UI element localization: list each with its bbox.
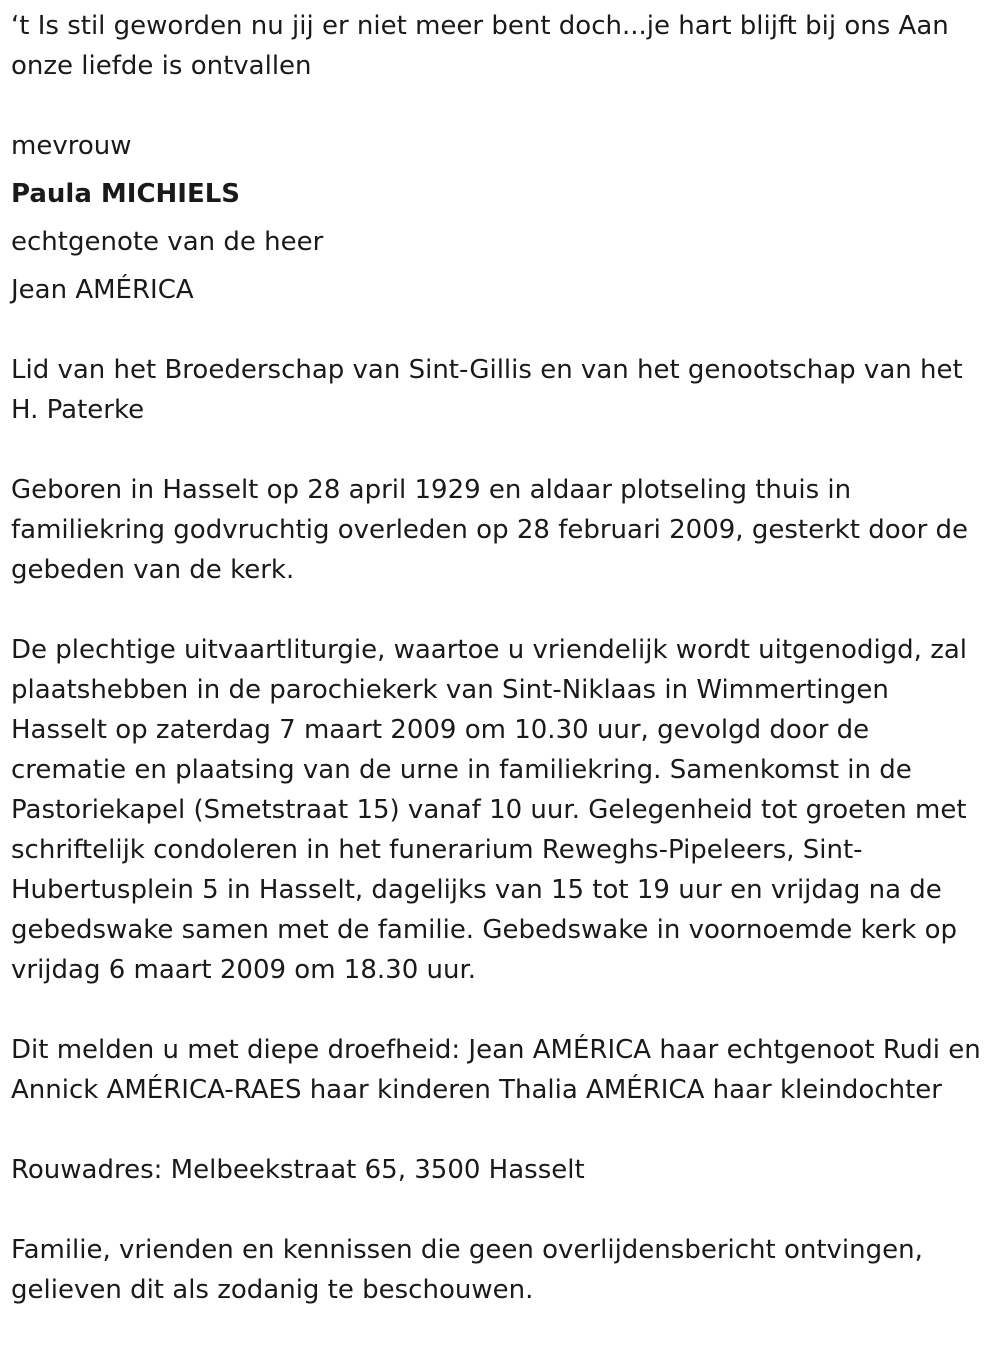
relation-text: echtgenote van de heer [11,227,324,257]
closing-note: Familie, vrienden en kennissen die geen overlijdensbericht ontvingen, gelieven dit als zodanig te beschouwen. [11,1235,923,1305]
spouse-name: Jean AMÉRICA [11,275,194,305]
mourning-address: Rouwadres: Melbeekstraat 65, 3500 Hasselt [11,1155,585,1185]
deceased-name: Paula MICHIELS [11,179,241,209]
membership-text: Lid van het Broederschap van Sint-Gillis en van het genootschap van het H. Paterke [11,355,963,425]
obituary-notice [11,6,991,1310]
family-announcement: Dit melden u met diepe droefheid: Jean AMÉRICA haar echtgenoot Rudi en Annick AMÉRICA-RAES haar kinderen Thalia AMÉRICA haar kleindochter [11,1035,981,1105]
intro-verse: ‘t Is stil geworden nu jij er niet meer bent doch...je hart blijft bij ons Aan onze liefde is ontvallen [11,11,949,81]
funeral-details: De plechtige uitvaartliturgie, waartoe u vriendelijk wordt uitgenodigd, zal plaatshebben in de parochiekerk van Sint-Niklaas in Wimmertingen Hasselt op zaterdag 7 maart 2009 om 10.30 uur, gevolgd door de crematie en plaatsing van de urne in familiekring. Samenkomst in de Pastoriekapel (Smetstraat 15) vanaf 10 uur. Gelegenheid tot groeten met schriftelijk condoleren in het funerarium Reweghs-Pipeleers, Sint-Hubertusplein 5 in Hasselt, dagelijks van 15 tot 19 uur en vrijdag na de gebedswake samen met de familie. Gebedswake in voornoemde kerk op vrijdag 6 maart 2009 om 18.30 uur. [11,635,968,985]
birth-death-text: Geboren in Hasselt op 28 april 1929 en aldaar plotseling thuis in familiekring godvruchtig overleden op 28 februari 2009, gesterkt door de gebeden van de kerk. [11,475,969,585]
title-prefix: mevrouw [11,131,132,161]
